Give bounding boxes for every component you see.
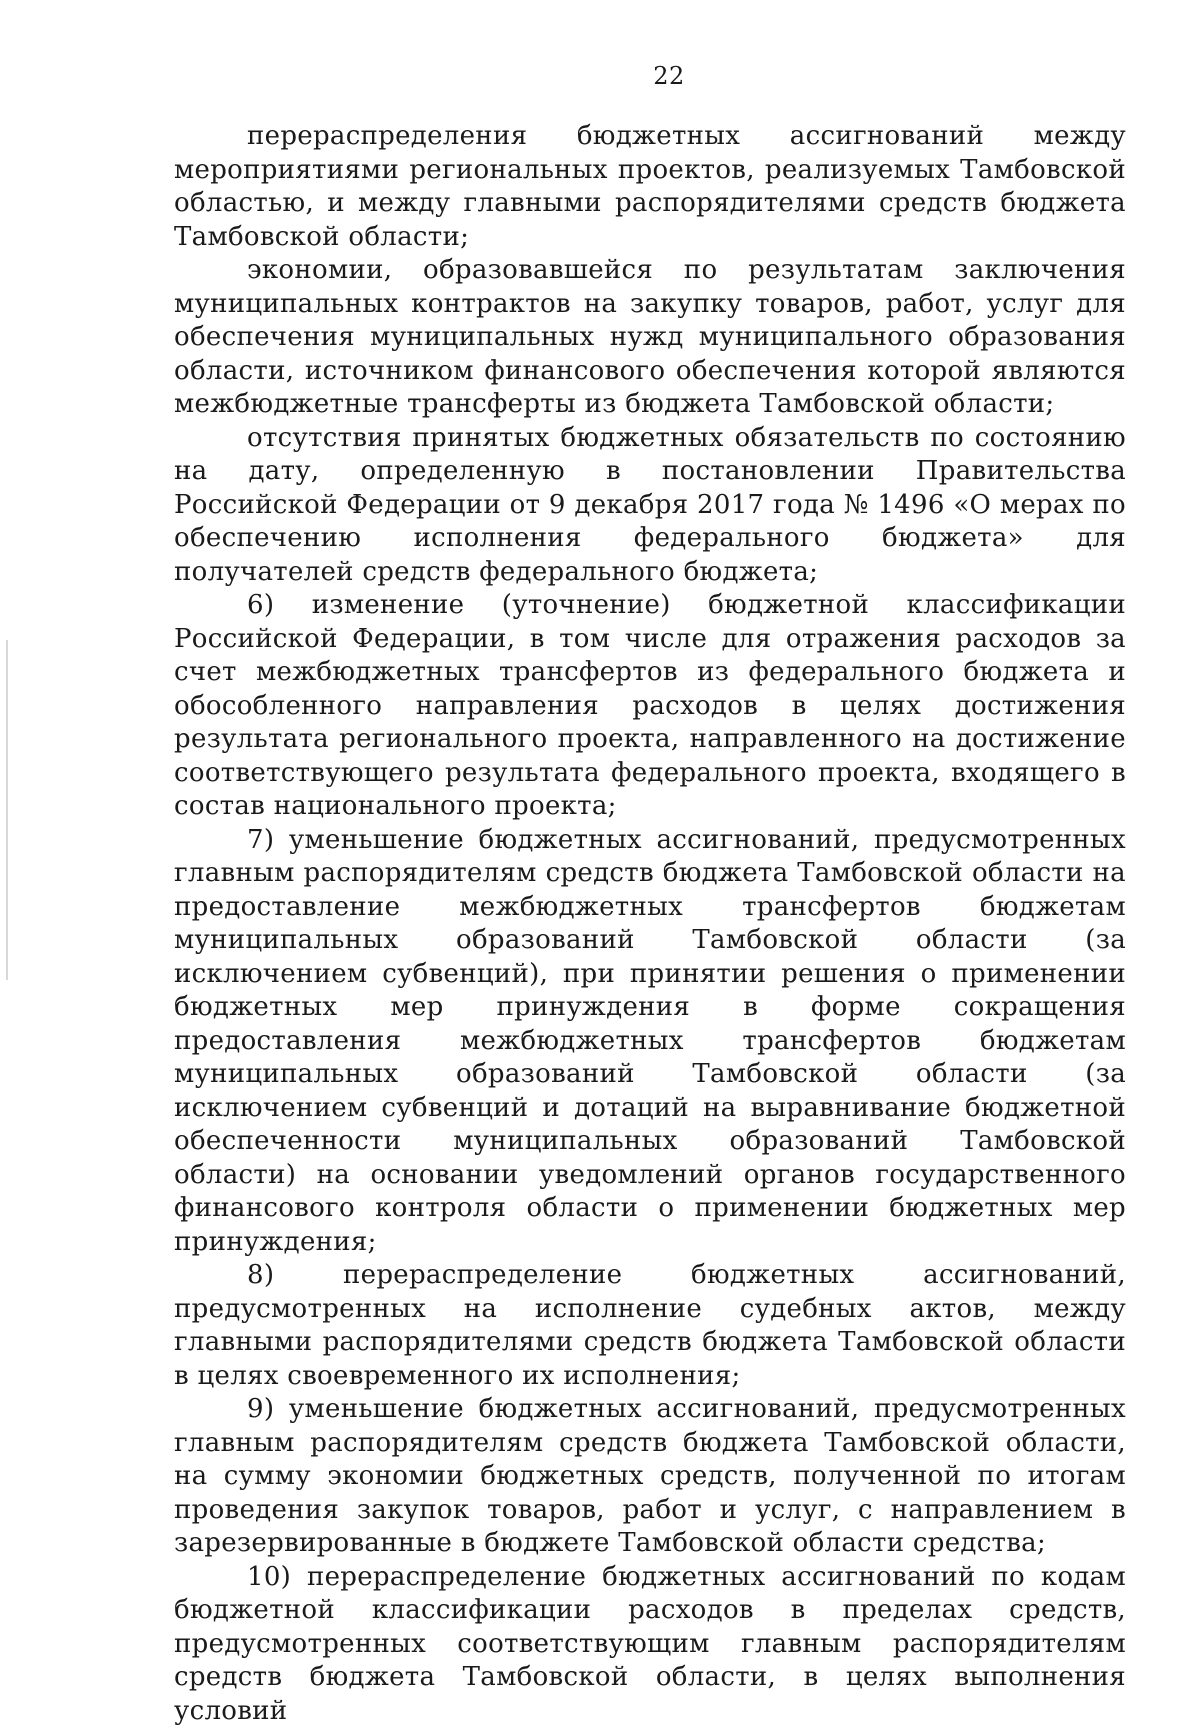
paragraph: 8) перераспределение бюджетных ассигнований, предусмотренных на исполнение судебных актов, между главными распорядителями средств бюджета Тамбовской области в целях своевременного их исполнения; [174, 1259, 1126, 1393]
paragraph: 6) изменение (уточнение) бюджетной классификации Российской Федерации, в том числе для отражения расходов за счет межбюджетных трансфертов из федерального бюджета и обособленного направления расходов в целях достижения результата регионального проекта, направленного на достижение соответствующего результата федерального проекта, входящего в состав национального проекта; [174, 589, 1126, 824]
paragraph: перераспределения бюджетных ассигнований между мероприятиями региональных проектов, реализуемых Тамбовской областью, и между главными распорядителями средств бюджета Тамбовской области; [174, 120, 1126, 254]
document-body [174, 120, 1126, 1728]
paragraph: экономии, образовавшейся по результатам заключения муниципальных контрактов на закупку товаров, работ, услуг для обеспечения муниципальных нужд муниципального образования области, источником финансового обеспечения которой являются межбюджетные трансферты из бюджета Тамбовской области; [174, 254, 1126, 422]
page-number: 22 [0, 62, 1200, 90]
paragraph: 10) перераспределение бюджетных ассигнований по кодам бюджетной классификации расходов в пределах средств, предусмотренных соответствующим главным распорядителям средств бюджета Тамбовской области, в целях выполнения условий [174, 1561, 1126, 1728]
scan-artifact [6, 640, 8, 980]
paragraph: 7) уменьшение бюджетных ассигнований, предусмотренных главным распорядителям средств бюджета Тамбовской области на предоставление межбюджетных трансфертов бюджетам муниципальных образований Тамбовской области (за исключением субвенций), при принятии решения о применении бюджетных мер принуждения в форме сокращения предоставления межбюджетных трансфертов бюджетам муниципальных образований Тамбовской области (за исключением субвенций и дотаций на выравнивание бюджетной обеспеченности муниципальных образований Тамбовской области) на основании уведомлений органов государственного финансового контроля области о применении бюджетных мер принуждения; [174, 824, 1126, 1260]
paragraph: 9) уменьшение бюджетных ассигнований, предусмотренных главным распорядителям средств бюджета Тамбовской области, на сумму экономии бюджетных средств, полученной по итогам проведения закупок товаров, работ и услуг, с направлением в зарезервированные в бюджете Тамбовской области средства; [174, 1393, 1126, 1561]
paragraph: отсутствия принятых бюджетных обязательств по состоянию на дату, определенную в постановлении Правительства Российской Федерации от 9 декабря 2017 года № 1496 «О мерах по обеспечению исполнения федерального бюджета» для получателей средств федерального бюджета; [174, 422, 1126, 590]
